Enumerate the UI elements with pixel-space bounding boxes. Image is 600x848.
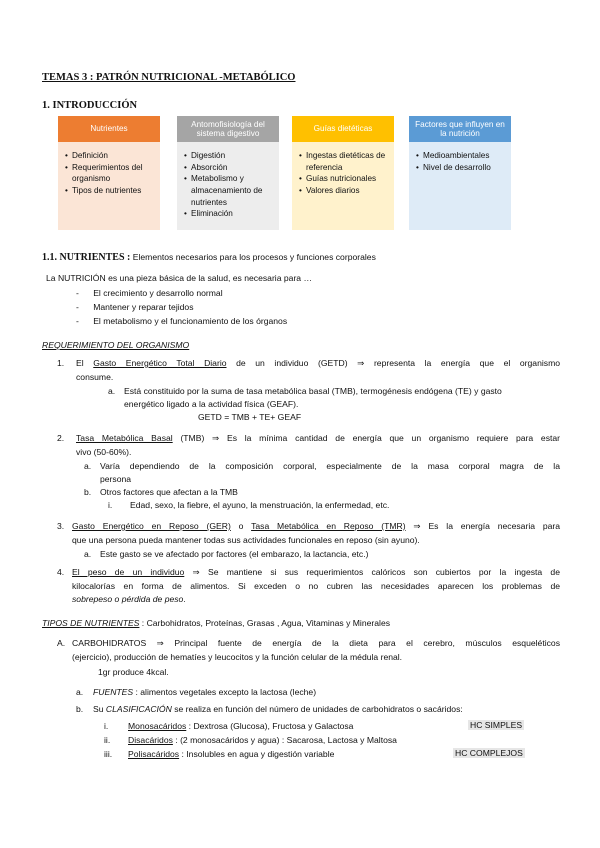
box-item: • Valores diarios: [299, 185, 390, 197]
req-item-1-cont: consume.: [76, 372, 114, 382]
page-title: TEMAS 3 : PATRÓN NUTRICIONAL -METABÓLICO: [42, 72, 296, 83]
list-number: 3.: [57, 521, 65, 531]
box-item: • Nivel de desarrollo: [416, 162, 507, 174]
box-guias-dieteticas: [292, 116, 394, 230]
tipos-list: : Carbohidratos, Proteínas, Grasas , Agua, Vitaminas y Minerales: [141, 618, 391, 628]
box-sistema-digestivo: [177, 116, 279, 230]
box-factores: [409, 116, 511, 230]
box-item: • Metabolismo y almacenamiento de nutrientes: [184, 173, 275, 208]
list-letter: A.: [57, 638, 66, 648]
req-item-2-cont: vivo (50-60%).: [76, 447, 132, 457]
intro-heading: 1. INTRODUCCIÓN: [42, 100, 138, 111]
list-number: 2.: [57, 433, 65, 443]
req-item-2b: Otros factores que afectan a la TMB: [100, 487, 238, 497]
list-letter: a.: [84, 461, 92, 471]
box-header: Nutrientes: [58, 116, 160, 142]
req-item-3a: Este gasto se ve afectado por factores (el embarazo, la lactancia, etc.): [100, 549, 369, 559]
clasificacion-line: Su CLASIFICACIÓN se realiza en función del número de unidades de carbohidratos o sacáridos:: [93, 704, 463, 714]
carbohidratos-line-2: (ejercicio), producción de hematíes y leucocitos y la función celular de la médula renal.: [72, 652, 403, 662]
req-item-3: Gasto Energético en Reposo (GER) o Tasa Metabólica en Reposo (TMR) ⇒ Es la energía necesaria para: [72, 521, 561, 531]
box-list: [409, 142, 511, 173]
req-heading: REQUERIMIENTO DEL ORGANISMO: [42, 340, 190, 350]
class-row: Polisacáridos : Insolubles en agua y digestión variable: [128, 749, 335, 759]
box-header: Guías dietéticas: [292, 116, 394, 142]
class-row: Monosacáridos : Dextrosa (Glucosa), Fructosa y Galactosa: [128, 721, 354, 731]
tipos-heading: TIPOS DE NUTRIENTES: [42, 618, 140, 628]
box-list: [177, 142, 279, 220]
tag-hc-complejos: HC COMPLEJOS: [455, 748, 523, 758]
req-item-2: Tasa Metabólica Basal (TMB) ⇒ Es la mínima cantidad de energía que un organismo requiere para estar: [76, 433, 561, 443]
list-letter: a.: [76, 687, 84, 697]
carbohidratos-kcal: 1gr produce 4kcal.: [98, 667, 169, 677]
tag-hc-simples: HC SIMPLES: [470, 720, 523, 730]
box-item: • Guías nutricionales: [299, 173, 390, 185]
class-row: Disacáridos : (2 monosacáridos y agua) : Sacarosa, Lactosa y Maltosa: [128, 735, 397, 745]
list-letter: b.: [76, 704, 84, 714]
box-header: Factores que influyen en la nutrición: [409, 116, 511, 142]
carbohidratos-line-1: CARBOHIDRATOS ⇒ Principal fuente de energía de la dieta para el cerebro, músculos esqueléticos: [72, 638, 560, 648]
req-item-2a-cont: persona: [100, 474, 132, 484]
list-letter: a.: [108, 386, 116, 396]
list-item: - El crecimiento y desarrollo normal: [76, 288, 223, 298]
box-item: • Medioambientales: [416, 150, 507, 162]
fuentes-line: FUENTES : alimentos vegetales excepto la lactosa (leche): [93, 687, 317, 697]
tipos-line: [42, 618, 390, 628]
nutricion-intro: La NUTRICIÓN es una pieza básica de la salud, es necesaria para …: [46, 273, 313, 283]
box-header: Antomofisiología del sistema digestivo: [177, 116, 279, 142]
req-item-4-cont: kilocalorías en forma de alimentos. Si exceden o no cubren las necesidades aparecen los problemas de: [72, 581, 560, 591]
req-item-2b-i: Edad, sexo, la fiebre, el ayuno, la menstruación, la enfermedad, etc.: [130, 500, 390, 510]
nutrientes-heading: 1.1. NUTRIENTES :: [42, 252, 131, 263]
nutrientes-definition: Elementos necesarios para los procesos y funciones corporales: [132, 252, 376, 262]
list-letter: a.: [84, 549, 92, 559]
list-number: 4.: [57, 567, 65, 577]
list-roman: i.: [104, 721, 109, 731]
req-item-1: El Gasto Energético Total Diario de un individuo (GETD) ⇒ representa la energía que el organismo: [76, 358, 561, 368]
box-item: • Ingestas dietéticas de referencia: [299, 150, 390, 173]
list-roman: iii.: [104, 749, 113, 759]
box-list: [292, 142, 394, 197]
nutrientes-line: [42, 252, 376, 263]
formula: GETD = TMB + TE+ GEAF: [198, 412, 302, 422]
box-item: • Definición: [65, 150, 156, 162]
list-number: 1.: [57, 358, 65, 368]
box-item: • Tipos de nutrientes: [65, 185, 156, 197]
list-roman: ii.: [104, 735, 111, 745]
box-item: • Digestión: [184, 150, 275, 162]
box-nutrientes: [58, 116, 160, 230]
req-item-4: El peso de un individuo ⇒ Se mantiene si sus requerimientos calóricos son cubiertos por la ingesta de: [72, 567, 560, 577]
list-roman: i.: [108, 500, 113, 510]
req-item-1a-cont: energético ligado a la actividad física (GEAF).: [124, 399, 299, 409]
box-item: • Absorción: [184, 162, 275, 174]
list-letter: b.: [84, 487, 92, 497]
req-item-1a: Está constituido por la suma de tasa metabólica basal (TMB), termogénesis endógena (TE) y gasto: [124, 386, 502, 396]
box-item: • Eliminación: [184, 208, 275, 220]
req-item-4-end: sobrepeso o pérdida de peso.: [72, 594, 186, 604]
list-item: - El metabolismo y el funcionamiento de los órganos: [76, 316, 288, 326]
req-item-2a: Varía dependiendo de la composición corporal, especialmente de la masa corporal magra de la: [100, 461, 560, 471]
box-list: [58, 142, 160, 197]
req-item-3-cont: que una persona pueda mantener todas sus actividades funcionales en reposo (sin ayuno).: [72, 535, 420, 545]
box-item: • Requerimientos del organismo: [65, 162, 156, 185]
list-item: - Mantener y reparar tejidos: [76, 302, 194, 312]
